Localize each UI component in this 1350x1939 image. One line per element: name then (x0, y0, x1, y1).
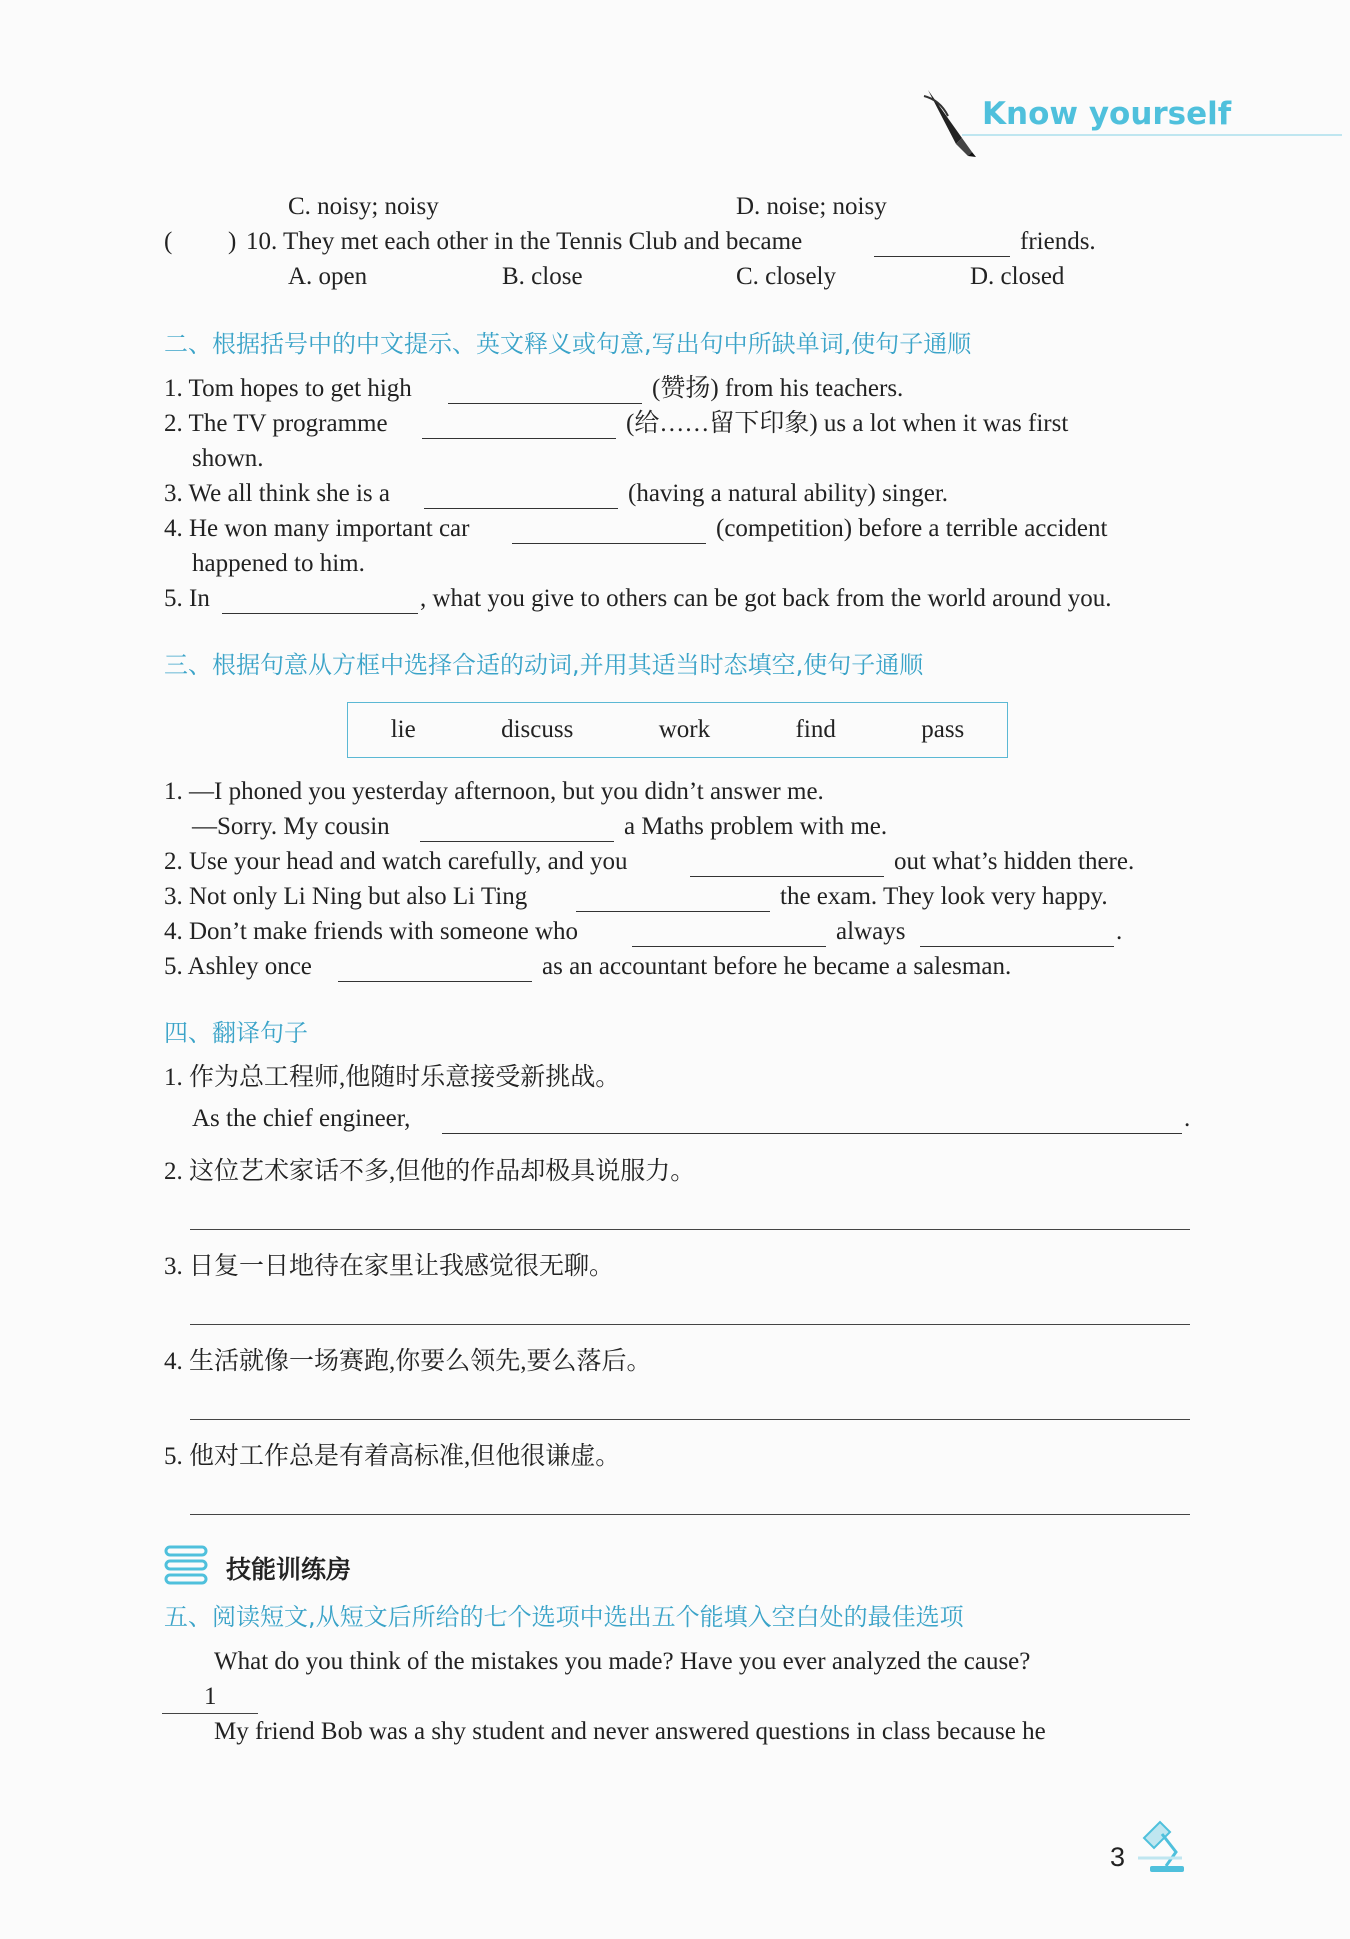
s2-q3-start: 3. We all think she is a (164, 480, 390, 507)
section5-heading: 五、阅读短文,从短文后所给的七个选项中选出五个能填入空白处的最佳选项 (164, 1603, 964, 1631)
s3-q1-blank[interactable] (420, 815, 614, 842)
s4-q1-chinese: 1. 作为总工程师,他随时乐意接受新挑战。 (164, 1064, 621, 1091)
s3-q4-start: 4. Don’t make friends with someone who (164, 918, 579, 945)
desk-lamp-icon (1136, 1818, 1188, 1879)
s3-q4-blank-2[interactable] (920, 920, 1114, 947)
section4-heading: 四、翻译句子 (164, 1019, 308, 1047)
s4-q1-period: . (1184, 1105, 1191, 1132)
skill-section-title: 技能训练房 (226, 1555, 352, 1584)
s2-q1-end: (赞扬) from his teachers. (652, 375, 904, 402)
s4-q1-english-start: As the chief engineer, (192, 1105, 411, 1132)
s2-q1-start: 1. Tom hopes to get high (164, 375, 412, 402)
s3-q5-blank[interactable] (338, 955, 532, 982)
s4-q4-chinese: 4. 生活就像一场赛跑,你要么领先,要么落后。 (164, 1348, 652, 1375)
page-number: 3 (1110, 1842, 1126, 1872)
s4-q2-answer-line[interactable] (190, 1228, 1190, 1230)
s2-q1-blank[interactable] (448, 377, 642, 404)
s3-q2-blank[interactable] (690, 850, 884, 877)
s3-q5-start: 5. Ashley once (164, 953, 312, 980)
s4-q4-answer-line[interactable] (190, 1418, 1190, 1420)
q10-option-d: D. closed (970, 263, 1065, 290)
header-divider (962, 134, 1342, 136)
s3-q1-line1: 1. —I phoned you yesterday afternoon, but you didn’t answer me. (164, 778, 824, 805)
q10-blank[interactable] (874, 230, 1010, 257)
word-work: work (658, 716, 711, 743)
s2-q4-cont: happened to him. (192, 550, 365, 577)
pen-icon (922, 86, 978, 163)
word-find: find (795, 716, 836, 743)
q9-option-c: C. noisy; noisy (288, 193, 439, 220)
s3-q5-end: as an accountant before he became a salesman. (542, 953, 1012, 980)
s4-q5-chinese: 5. 他对工作总是有着高标准,但他很谦虚。 (164, 1443, 621, 1470)
s2-q5-blank[interactable] (222, 587, 418, 614)
q10-option-b: B. close (502, 263, 583, 290)
s2-q3-end: (having a natural ability) singer. (628, 480, 949, 507)
s5-paragraph-1: What do you think of the mistakes you made? Have you ever analyzed the cause? (214, 1648, 1031, 1675)
s2-q3-blank[interactable] (424, 482, 618, 509)
s3-q1-line2-start: —Sorry. My cousin (192, 813, 390, 840)
q10-tail: friends. (1020, 228, 1096, 255)
word-lie: lie (390, 716, 416, 743)
s3-q4-blank-1[interactable] (632, 920, 826, 947)
word-bank-box (347, 702, 1008, 758)
s3-q3-end: the exam. They look very happy. (780, 883, 1108, 910)
s2-q2-start: 2. The TV programme (164, 410, 388, 437)
q10-paren-close: ) (228, 228, 237, 255)
s5-blank-1[interactable] (162, 1712, 258, 1714)
section3-heading: 三、根据句意从方框中选择合适的动词,并用其适当时态填空,使句子通顺 (164, 651, 924, 679)
s4-q5-answer-line[interactable] (190, 1513, 1190, 1515)
s4-q3-chinese: 3. 日复一日地待在家里让我感觉很无聊。 (164, 1253, 615, 1280)
s2-q2-blank[interactable] (422, 412, 616, 439)
s4-q3-answer-line[interactable] (190, 1323, 1190, 1325)
q9-option-d: D. noise; noisy (736, 193, 887, 220)
s3-q4-end: . (1116, 918, 1123, 945)
s2-q4-end: (competition) before a terrible accident (716, 515, 1108, 542)
word-discuss: discuss (501, 716, 574, 743)
s3-q2-start: 2. Use your head and watch carefully, and you (164, 848, 628, 875)
s2-q2-cont: shown. (192, 445, 264, 472)
s3-q3-start: 3. Not only Li Ning but also Li Ting (164, 883, 528, 910)
s3-q1-line2-end: a Maths problem with me. (624, 813, 888, 840)
s3-q2-end: out what’s hidden there. (894, 848, 1135, 875)
section2-heading: 二、根据括号中的中文提示、英文释义或句意,写出句中所缺单词,使句子通顺 (164, 330, 972, 358)
s2-q5-end: , what you give to others can be got back from the world around you. (420, 585, 1112, 612)
word-pass: pass (921, 716, 965, 743)
s2-q2-end: (给……留下印象) us a lot when it was first (626, 410, 1069, 437)
s5-paragraph-2: My friend Bob was a shy student and never answered questions in class because he (214, 1718, 1046, 1745)
header-title: Know yourself (982, 96, 1232, 132)
q10-option-c: C. closely (736, 263, 836, 290)
s4-q2-chinese: 2. 这位艺术家话不多,但他的作品却极具说服力。 (164, 1158, 696, 1185)
q10-option-a: A. open (288, 263, 368, 290)
s2-q4-start: 4. He won many important car (164, 515, 470, 542)
skill-section-icon (164, 1545, 208, 1590)
s4-q1-answer-line[interactable] (442, 1107, 1182, 1134)
q10-paren-open: ( (164, 228, 173, 255)
s5-blank-number: 1 (204, 1683, 217, 1710)
s2-q4-blank[interactable] (512, 517, 706, 544)
s3-q4-mid: always (836, 918, 906, 945)
q10-stem: 10. They met each other in the Tennis Club and became (246, 228, 803, 255)
s2-q5-start: 5. In (164, 585, 210, 612)
s3-q3-blank[interactable] (576, 885, 770, 912)
